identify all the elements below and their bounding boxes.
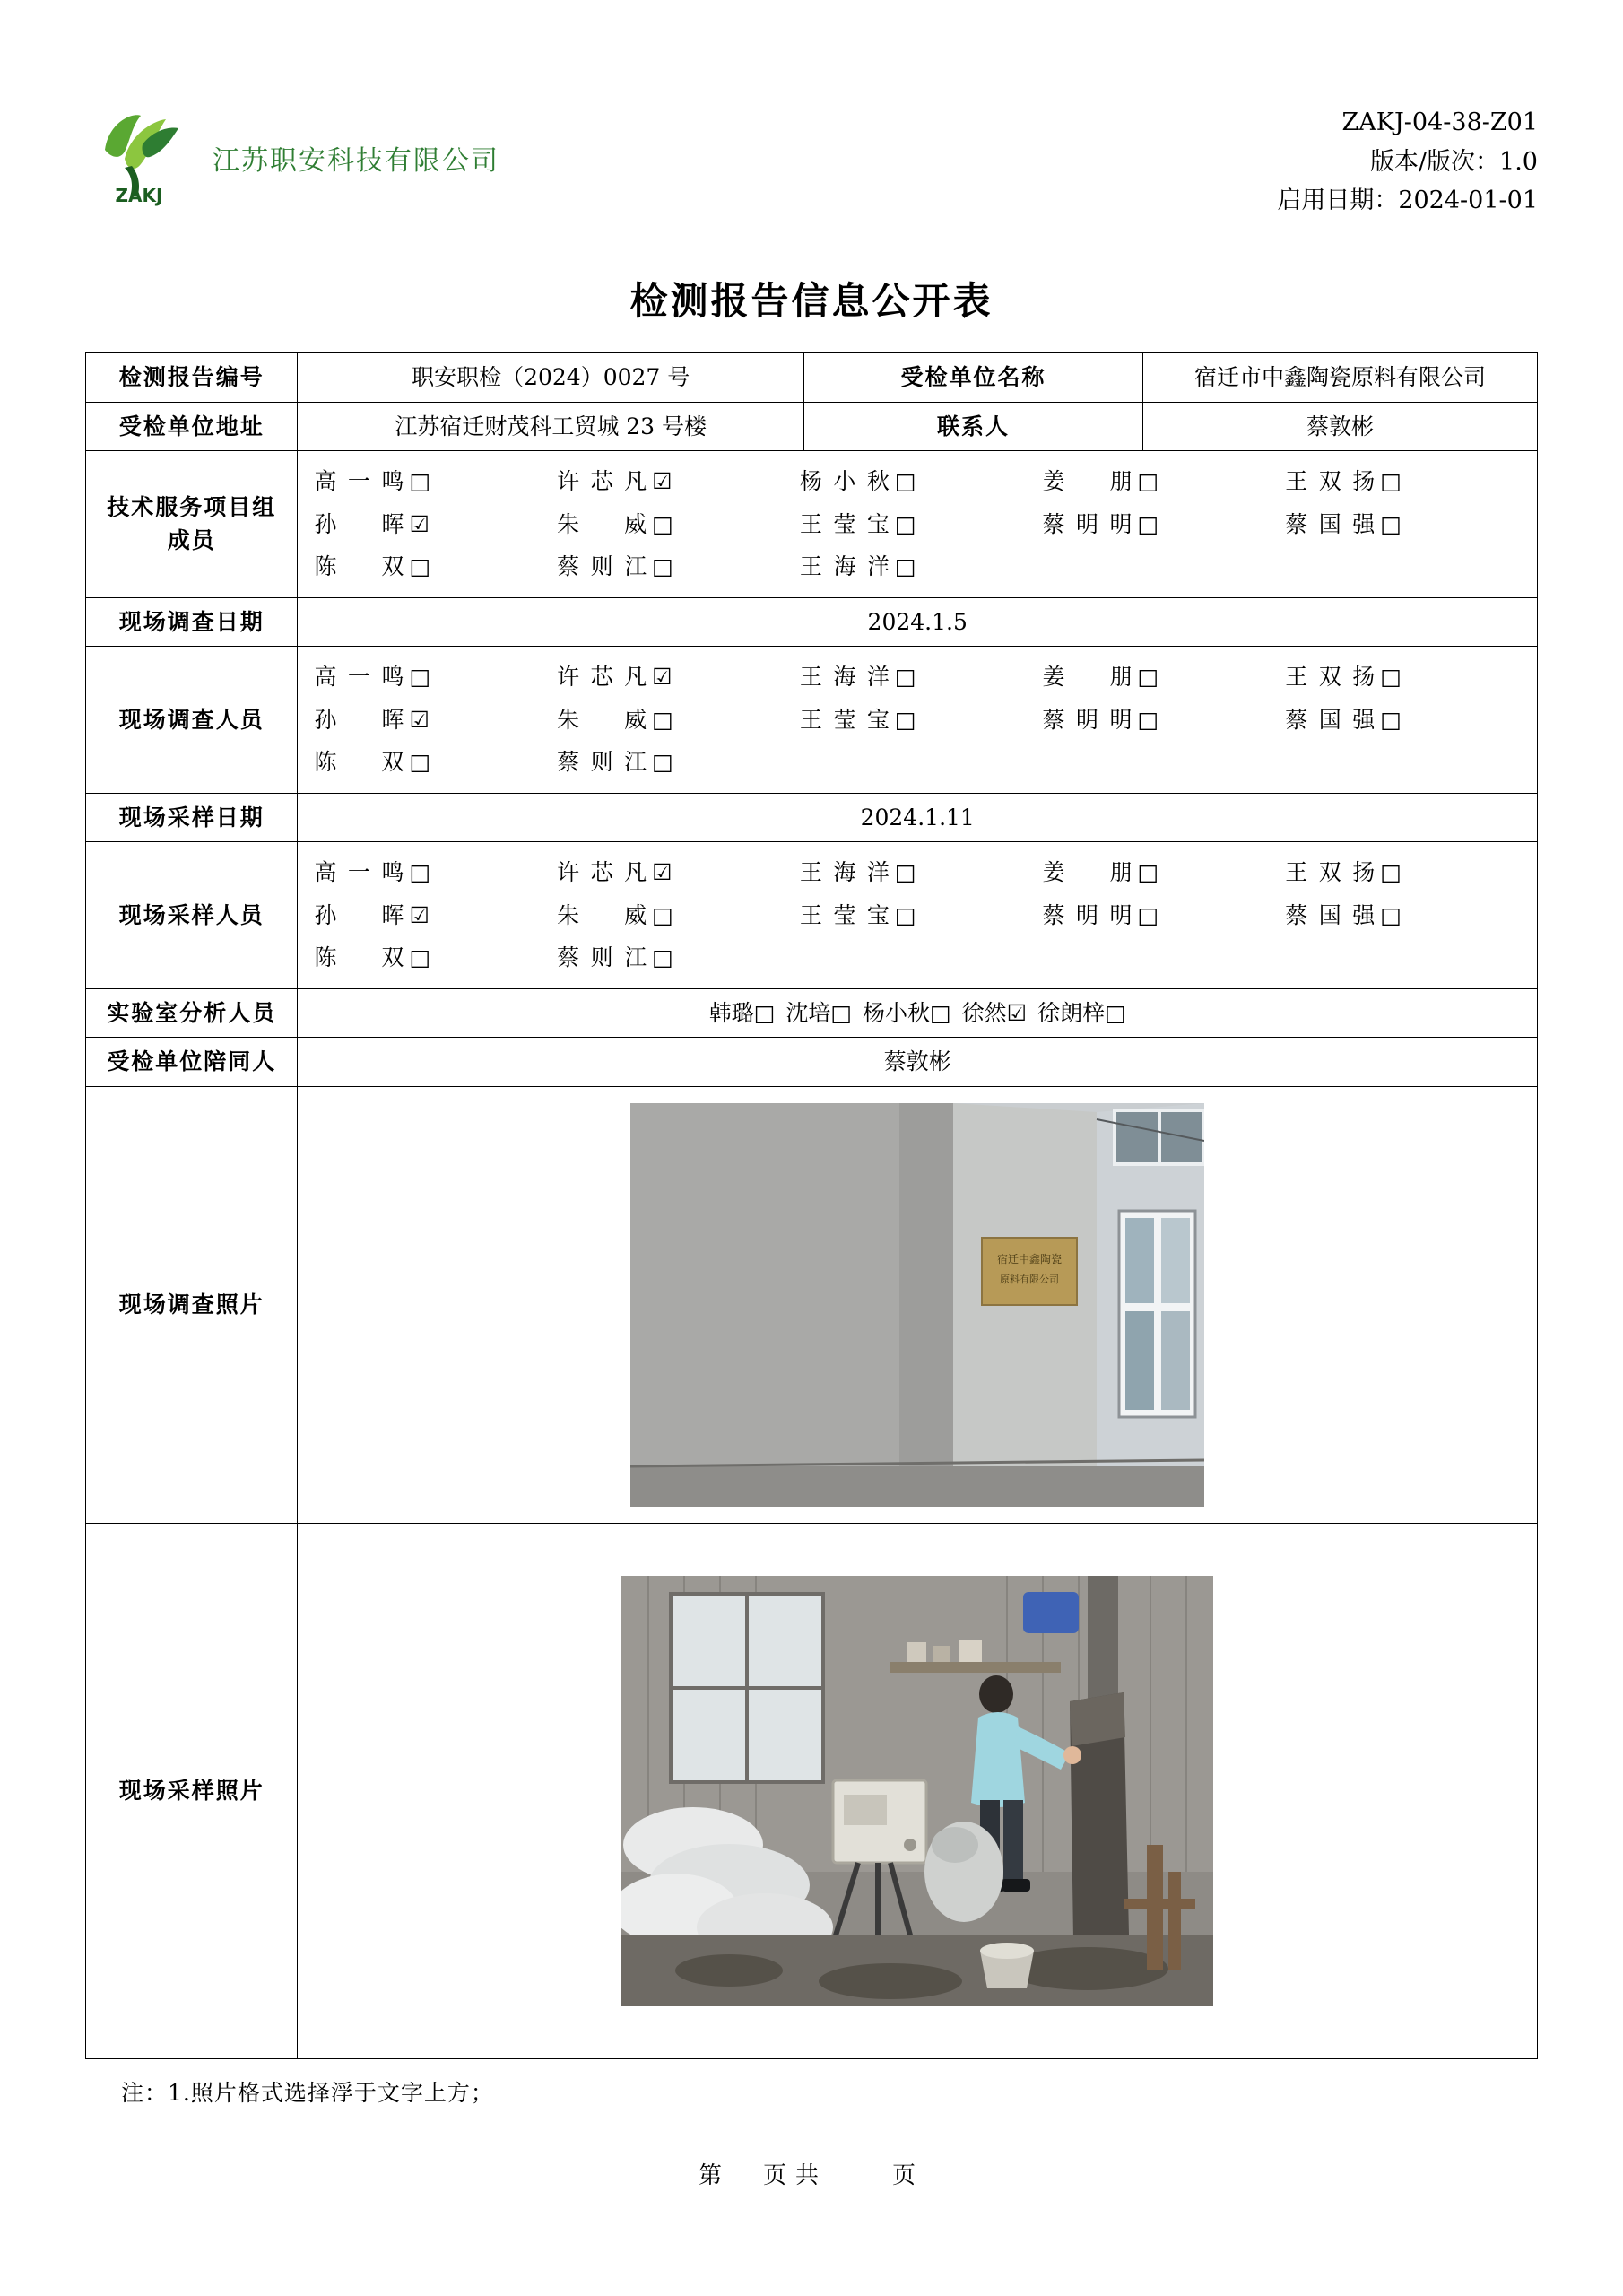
person-checkbox-item[interactable]: [1285, 460, 1528, 503]
table-row: [86, 402, 1538, 451]
client-address-label: 受检单位地址: [86, 402, 298, 451]
checked-checkbox-icon[interactable]: ☑: [1006, 999, 1028, 1026]
person-checkbox-item[interactable]: [557, 851, 800, 894]
person-checkbox-item[interactable]: [557, 503, 800, 546]
svg-text:原料有限公司: 原料有限公司: [1000, 1273, 1060, 1285]
unchecked-checkbox-icon[interactable]: □: [894, 553, 916, 580]
unchecked-checkbox-icon[interactable]: □: [1380, 468, 1402, 495]
unchecked-checkbox-icon[interactable]: □: [652, 706, 673, 733]
table-row: [86, 988, 1538, 1038]
person-name: 蔡明明: [1042, 510, 1133, 537]
table-row: [86, 842, 1538, 989]
company-name: 江苏职安科技有限公司: [213, 144, 499, 177]
person-name: 蔡则江: [557, 749, 647, 775]
checked-checkbox-icon[interactable]: ☑: [652, 468, 673, 495]
sampling-staff-label: 现场采样人员: [86, 842, 298, 989]
person-checkbox-item[interactable]: [1285, 699, 1528, 742]
person-checkbox-item[interactable]: [800, 656, 1043, 699]
unchecked-checkbox-icon[interactable]: □: [1137, 901, 1159, 928]
survey-photo-wrap: [307, 1094, 1528, 1516]
unchecked-checkbox-icon[interactable]: □: [894, 468, 916, 495]
client-name-value: 宿迁市中鑫陶瓷原料有限公司: [1143, 353, 1538, 403]
person-checkbox-item[interactable]: [314, 741, 557, 784]
table-row: [86, 1523, 1538, 2058]
person-name: 许芯凡: [557, 664, 647, 690]
person-checkbox-item[interactable]: [557, 545, 800, 588]
unchecked-checkbox-icon[interactable]: □: [1137, 468, 1159, 495]
person-checkbox-item[interactable]: [1043, 699, 1286, 742]
unchecked-checkbox-icon[interactable]: □: [1380, 859, 1402, 886]
unchecked-checkbox-icon[interactable]: □: [409, 859, 431, 886]
unchecked-checkbox-icon[interactable]: □: [409, 749, 431, 776]
person-name: 蔡则江: [557, 944, 647, 970]
person-name: 杨小秋: [799, 468, 890, 494]
unchecked-checkbox-icon[interactable]: □: [1137, 510, 1159, 537]
sampling-photo-wrap: [307, 1531, 1528, 2051]
site-survey-photo: [630, 1103, 1204, 1507]
person-checkbox-item[interactable]: [1285, 894, 1528, 937]
person-name: 王莹宝: [799, 706, 890, 733]
doc-version: 版本/版次：1.0: [1369, 147, 1538, 176]
person-name: 孙 晖: [314, 706, 404, 733]
person-name: 王莹宝: [799, 901, 890, 928]
unchecked-checkbox-icon[interactable]: □: [409, 553, 431, 580]
survey-staff-cell: [298, 647, 1538, 794]
unchecked-checkbox-icon[interactable]: □: [652, 553, 673, 580]
person-checkbox-item[interactable]: [800, 503, 1043, 546]
unchecked-checkbox-icon[interactable]: □: [894, 901, 916, 928]
table-row: [86, 597, 1538, 647]
person-name: 陈 双: [314, 944, 404, 970]
person-checkbox-item[interactable]: [557, 936, 800, 979]
unchecked-checkbox-icon[interactable]: □: [652, 944, 673, 971]
person-name: 王双扬: [1285, 859, 1376, 885]
person-checkbox-item[interactable]: [1043, 460, 1286, 503]
report-no-value: 职安职检（2024）0027 号: [298, 353, 804, 403]
document-header: [85, 0, 1538, 220]
person-checkbox-item[interactable]: [1043, 851, 1286, 894]
table-row: [86, 647, 1538, 794]
page-title: 检测报告信息公开表: [629, 279, 994, 323]
unchecked-checkbox-icon[interactable]: □: [1380, 706, 1402, 733]
checked-checkbox-icon[interactable]: ☑: [652, 859, 673, 886]
unchecked-checkbox-icon[interactable]: □: [1380, 664, 1402, 691]
person-checkbox-item[interactable]: [1043, 503, 1286, 546]
person-name: 蔡则江: [557, 553, 647, 579]
person-checkbox-item[interactable]: [1285, 656, 1528, 699]
table-row: [86, 1086, 1538, 1523]
sampling-photo-label: 现场采样照片: [86, 1523, 298, 2058]
person-name: 蔡国强: [1285, 706, 1376, 733]
person-checkbox-item[interactable]: [709, 1000, 776, 1026]
person-checkbox-item[interactable]: [314, 699, 557, 742]
sampling-date-label: 现场采样日期: [86, 793, 298, 842]
person-checkbox-item[interactable]: [557, 656, 800, 699]
client-address-value: 江苏宿迁财茂科工贸城 23 号楼: [298, 402, 804, 451]
checked-checkbox-icon[interactable]: ☑: [652, 664, 673, 691]
person-checkbox-item[interactable]: [314, 894, 557, 937]
team-label: 技术服务项目组成员: [86, 451, 298, 598]
person-checkbox-item[interactable]: [1037, 1000, 1126, 1026]
person-checkbox-item[interactable]: [314, 460, 557, 503]
lab-staff-label: 实验室分析人员: [86, 988, 298, 1038]
unchecked-checkbox-icon[interactable]: □: [1380, 901, 1402, 928]
person-checkbox-item[interactable]: [1285, 851, 1528, 894]
person-checkbox-item[interactable]: [1285, 503, 1528, 546]
person-name: 朱 威: [557, 510, 647, 537]
unchecked-checkbox-icon[interactable]: □: [409, 664, 431, 691]
contact-value: 蔡敦彬: [1143, 402, 1538, 451]
table-row: [86, 1038, 1538, 1087]
team-members-cell: [298, 451, 1538, 598]
unchecked-checkbox-icon[interactable]: □: [652, 510, 673, 537]
person-checkbox-item[interactable]: [1043, 894, 1286, 937]
person-checkbox-item[interactable]: [314, 545, 557, 588]
person-checkbox-item[interactable]: [800, 699, 1043, 742]
person-name: 蔡明明: [1042, 901, 1133, 928]
person-name: 蔡明明: [1042, 706, 1133, 733]
person-name: 徐朗梓: [1037, 999, 1106, 1026]
unchecked-checkbox-icon[interactable]: □: [652, 749, 673, 776]
table-row: [86, 793, 1538, 842]
person-name: 高一鸣: [314, 468, 404, 494]
person-name: 蔡国强: [1285, 510, 1376, 537]
person-name: 许芯凡: [557, 468, 647, 494]
sampling-photo-cell: [298, 1523, 1538, 2058]
lab-staff-list: [307, 996, 1528, 1031]
unchecked-checkbox-icon[interactable]: □: [1137, 859, 1159, 886]
report-info-table: [85, 352, 1538, 2059]
unchecked-checkbox-icon[interactable]: □: [409, 944, 431, 971]
person-checkbox-item[interactable]: [800, 545, 1043, 588]
escort-label: 受检单位陪同人: [86, 1038, 298, 1087]
person-name: 许芯凡: [557, 859, 647, 885]
unchecked-checkbox-icon[interactable]: □: [894, 510, 916, 537]
person-checkbox-item[interactable]: [314, 656, 557, 699]
survey-photo-label: 现场调查照片: [86, 1086, 298, 1523]
lab-staff-cell: [298, 988, 1538, 1038]
survey-date-value: 2024.1.5: [298, 597, 1538, 647]
table-row: [86, 451, 1538, 598]
person-checkbox-item[interactable]: [800, 894, 1043, 937]
person-name: 朱 威: [557, 901, 647, 928]
person-name: 姜 朋: [1042, 859, 1133, 885]
person-checkbox-item[interactable]: [863, 1000, 951, 1026]
unchecked-checkbox-icon[interactable]: □: [894, 859, 916, 886]
company-logo-icon: [85, 103, 193, 206]
person-checkbox-item[interactable]: [314, 851, 557, 894]
unchecked-checkbox-icon[interactable]: □: [652, 901, 673, 928]
person-name: 杨小秋: [863, 999, 931, 1026]
unchecked-checkbox-icon[interactable]: □: [894, 706, 916, 733]
person-name: 蔡国强: [1285, 901, 1376, 928]
header-meta: [1277, 103, 1538, 221]
person-name: 孙 晖: [314, 510, 404, 537]
svg-text:宿迁中鑫陶瓷: 宿迁中鑫陶瓷: [997, 1252, 1063, 1265]
person-name: 徐然: [961, 999, 1007, 1026]
escort-value: 蔡敦彬: [298, 1038, 1538, 1087]
unchecked-checkbox-icon[interactable]: □: [1137, 664, 1159, 691]
person-name: 王双扬: [1285, 468, 1376, 494]
person-checkbox-item[interactable]: [557, 741, 800, 784]
checked-checkbox-icon[interactable]: ☑: [409, 706, 430, 733]
sampling-staff-cell: [298, 842, 1538, 989]
checked-checkbox-icon[interactable]: ☑: [409, 510, 430, 537]
report-no-label: 检测报告编号: [86, 353, 298, 403]
person-name: 沈培: [785, 999, 831, 1026]
survey-date-label: 现场调查日期: [86, 597, 298, 647]
unchecked-checkbox-icon[interactable]: □: [1105, 999, 1126, 1026]
person-name: 王莹宝: [799, 510, 890, 537]
person-name: 陈 双: [314, 749, 404, 775]
doc-effective-date: 启用日期：2024-01-01: [1277, 187, 1538, 215]
header-brand: [85, 103, 499, 206]
doc-code: ZAKJ-04-38-Z01: [1341, 109, 1538, 136]
person-checkbox-item[interactable]: [800, 851, 1043, 894]
person-checkbox-item[interactable]: [557, 894, 800, 937]
unchecked-checkbox-icon[interactable]: □: [753, 999, 776, 1026]
unchecked-checkbox-icon[interactable]: □: [830, 999, 852, 1026]
table-note: 注：1.照片格式选择浮于文字上方；: [121, 2079, 494, 2106]
person-name: 姜 朋: [1042, 664, 1133, 690]
person-name: 朱 威: [557, 706, 647, 733]
unchecked-checkbox-icon[interactable]: □: [1380, 510, 1402, 537]
team-members-list: [307, 458, 1528, 590]
svg-text:ZAKJ: ZAKJ: [115, 185, 163, 206]
sampling-date-value: 2024.1.11: [298, 793, 1538, 842]
person-checkbox-item[interactable]: [962, 1000, 1027, 1026]
person-checkbox-item[interactable]: [1043, 656, 1286, 699]
unchecked-checkbox-icon[interactable]: □: [409, 468, 431, 495]
unchecked-checkbox-icon[interactable]: □: [894, 664, 916, 691]
person-name: 韩璐: [708, 999, 754, 1026]
person-name: 王海洋: [799, 553, 890, 579]
person-checkbox-item[interactable]: [800, 460, 1043, 503]
client-name-label: 受检单位名称: [803, 353, 1142, 403]
checked-checkbox-icon[interactable]: ☑: [409, 901, 430, 928]
contact-label: 联系人: [803, 402, 1142, 451]
person-name: 高一鸣: [314, 664, 404, 690]
page-footer: 第 页共 页: [698, 2162, 924, 2189]
survey-photo-cell: [298, 1086, 1538, 1523]
person-name: 王海洋: [799, 664, 890, 690]
person-checkbox-item[interactable]: [785, 1000, 852, 1026]
site-sampling-photo: [621, 1576, 1213, 2006]
person-checkbox-item[interactable]: [314, 936, 557, 979]
person-name: 陈 双: [314, 553, 404, 579]
person-checkbox-item[interactable]: [557, 699, 800, 742]
person-checkbox-item[interactable]: [314, 503, 557, 546]
person-checkbox-item[interactable]: [557, 460, 800, 503]
person-name: 王双扬: [1285, 664, 1376, 690]
unchecked-checkbox-icon[interactable]: □: [930, 999, 951, 1026]
person-name: 姜 朋: [1042, 468, 1133, 494]
person-name: 孙 晖: [314, 901, 404, 928]
person-name: 王海洋: [799, 859, 890, 885]
table-row: [86, 353, 1538, 403]
survey-staff-list: [307, 654, 1528, 786]
unchecked-checkbox-icon[interactable]: □: [1137, 706, 1159, 733]
survey-staff-label: 现场调查人员: [86, 647, 298, 794]
person-name: 高一鸣: [314, 859, 404, 885]
sampling-staff-list: [307, 849, 1528, 981]
